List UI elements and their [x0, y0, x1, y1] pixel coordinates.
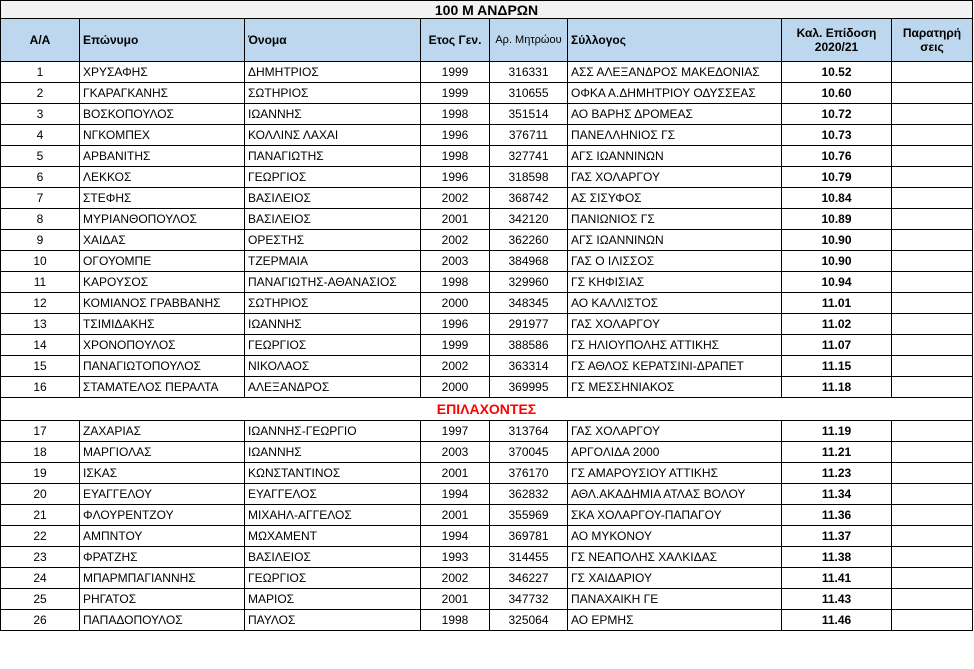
cell-registry: 314455 — [490, 547, 568, 568]
cell-notes — [892, 146, 973, 167]
cell-name: ΒΑΣΙΛΕΙΟΣ — [245, 547, 421, 568]
alternates-heading: ΕΠΙΛΑΧΟΝΤΕΣ — [1, 398, 973, 421]
cell-club: ΓΑΣ ΧΟΛΑΡΓΟΥ — [568, 167, 782, 188]
cell-surname: ΦΡΑΤΖΗΣ — [80, 547, 245, 568]
cell-year: 2001 — [421, 463, 490, 484]
cell-notes — [892, 230, 973, 251]
cell-best-performance: 11.23 — [782, 463, 892, 484]
cell-registry: 310655 — [490, 83, 568, 104]
cell-registry: 313764 — [490, 421, 568, 442]
cell-name: ΓΕΩΡΓΙΟΣ — [245, 167, 421, 188]
cell-best-performance: 11.07 — [782, 335, 892, 356]
cell-surname: ΧΡΥΣΑΦΗΣ — [80, 62, 245, 83]
cell-name: ΚΩΝΣΤΑΝΤΙΝΟΣ — [245, 463, 421, 484]
cell-year: 2000 — [421, 377, 490, 398]
cell-name: ΤΖΕΡΜΑΙΑ — [245, 251, 421, 272]
cell-best-performance: 10.89 — [782, 209, 892, 230]
cell-year: 1998 — [421, 104, 490, 125]
cell-aa: 10 — [1, 251, 80, 272]
cell-notes — [892, 568, 973, 589]
cell-registry: 369781 — [490, 526, 568, 547]
alternate-row — [1, 568, 973, 589]
header-row — [1, 19, 973, 62]
cell-surname: ΡΗΓΑΤΟΣ — [80, 589, 245, 610]
cell-year: 2003 — [421, 442, 490, 463]
qualified-row — [1, 104, 973, 125]
cell-notes — [892, 421, 973, 442]
cell-best-performance: 10.76 — [782, 146, 892, 167]
cell-year: 1996 — [421, 167, 490, 188]
cell-name: ΑΛΕΞΑΝΔΡΟΣ — [245, 377, 421, 398]
cell-club: ΓΣ ΜΕΣΣΗΝΙΑΚΟΣ — [568, 377, 782, 398]
cell-name: ΠΑΝΑΓΙΩΤΗΣ-ΑΘΑΝΑΣΙΟΣ — [245, 272, 421, 293]
cell-year: 2002 — [421, 188, 490, 209]
header-surname: Επώνυμο — [80, 19, 245, 62]
alternate-row — [1, 442, 973, 463]
cell-aa: 22 — [1, 526, 80, 547]
qualified-row — [1, 125, 973, 146]
cell-year: 1993 — [421, 547, 490, 568]
cell-year: 2001 — [421, 589, 490, 610]
cell-notes — [892, 209, 973, 230]
cell-name: ΕΥΑΓΓΕΛΟΣ — [245, 484, 421, 505]
cell-best-performance: 11.43 — [782, 589, 892, 610]
cell-aa: 13 — [1, 314, 80, 335]
cell-best-performance: 10.73 — [782, 125, 892, 146]
cell-best-performance: 11.36 — [782, 505, 892, 526]
cell-aa: 1 — [1, 62, 80, 83]
cell-best-performance: 10.84 — [782, 188, 892, 209]
cell-club: ΑΟ ΕΡΜΗΣ — [568, 610, 782, 631]
cell-year: 2001 — [421, 209, 490, 230]
cell-year: 2002 — [421, 356, 490, 377]
cell-registry: 363314 — [490, 356, 568, 377]
cell-notes — [892, 104, 973, 125]
qualified-row — [1, 167, 973, 188]
header-club: Σύλλογος — [568, 19, 782, 62]
cell-year: 1996 — [421, 125, 490, 146]
cell-club: ΑΓΣ ΙΩΑΝΝΙΝΩΝ — [568, 230, 782, 251]
alternates-heading-row — [1, 398, 973, 421]
cell-surname: ΧΑΙΔΑΣ — [80, 230, 245, 251]
cell-name: ΙΩΑΝΝΗΣ — [245, 442, 421, 463]
cell-best-performance: 10.90 — [782, 230, 892, 251]
cell-registry: 369995 — [490, 377, 568, 398]
cell-year: 2001 — [421, 505, 490, 526]
qualified-row — [1, 314, 973, 335]
cell-name: ΜΑΡΙΟΣ — [245, 589, 421, 610]
cell-club: ΠΑΝΙΩΝΙΟΣ ΓΣ — [568, 209, 782, 230]
cell-registry: 355969 — [490, 505, 568, 526]
alternate-row — [1, 421, 973, 442]
cell-notes — [892, 251, 973, 272]
cell-notes — [892, 547, 973, 568]
cell-year: 1999 — [421, 62, 490, 83]
cell-name: ΜΙΧΑΗΛ-ΑΓΓΕΛΟΣ — [245, 505, 421, 526]
cell-best-performance: 11.46 — [782, 610, 892, 631]
cell-registry: 347732 — [490, 589, 568, 610]
cell-club: ΑΡΓΟΛΙΔΑ 2000 — [568, 442, 782, 463]
cell-surname: ΜΑΡΓΙΟΛΑΣ — [80, 442, 245, 463]
cell-name: ΠΑΥΛΟΣ — [245, 610, 421, 631]
cell-best-performance: 11.38 — [782, 547, 892, 568]
cell-surname: ΣΤΕΦΗΣ — [80, 188, 245, 209]
cell-name: ΓΕΩΡΓΙΟΣ — [245, 568, 421, 589]
cell-aa: 2 — [1, 83, 80, 104]
cell-year: 1997 — [421, 421, 490, 442]
cell-surname: ΧΡΟΝΟΠΟΥΛΟΣ — [80, 335, 245, 356]
cell-registry: 351514 — [490, 104, 568, 125]
cell-notes — [892, 589, 973, 610]
alternate-row — [1, 547, 973, 568]
cell-surname: ΟΓΟΥΟΜΠΕ — [80, 251, 245, 272]
cell-aa: 20 — [1, 484, 80, 505]
cell-year: 2003 — [421, 251, 490, 272]
qualified-row — [1, 209, 973, 230]
cell-notes — [892, 188, 973, 209]
cell-registry: 342120 — [490, 209, 568, 230]
title-row — [1, 1, 973, 19]
cell-year: 1996 — [421, 314, 490, 335]
alternate-row — [1, 463, 973, 484]
cell-surname: ΓΚΑΡΑΓΚΑΝΗΣ — [80, 83, 245, 104]
event-title: 100 Μ ΑΝΔΡΩΝ — [1, 1, 973, 19]
cell-year: 1994 — [421, 484, 490, 505]
cell-notes — [892, 484, 973, 505]
cell-aa: 25 — [1, 589, 80, 610]
cell-surname: ΦΛΟΥΡΕΝΤΖΟΥ — [80, 505, 245, 526]
cell-aa: 23 — [1, 547, 80, 568]
cell-registry: 376711 — [490, 125, 568, 146]
cell-club: ΑΓΣ ΙΩΑΝΝΙΝΩΝ — [568, 146, 782, 167]
cell-best-performance: 11.37 — [782, 526, 892, 547]
header-name: Όνομα — [245, 19, 421, 62]
cell-notes — [892, 125, 973, 146]
cell-aa: 3 — [1, 104, 80, 125]
cell-year: 1999 — [421, 83, 490, 104]
cell-club: ΑΟ ΒΑΡΗΣ ΔΡΟΜΕΑΣ — [568, 104, 782, 125]
cell-name: ΒΑΣΙΛΕΙΟΣ — [245, 188, 421, 209]
cell-aa: 14 — [1, 335, 80, 356]
cell-name: ΙΩΑΝΝΗΣ — [245, 104, 421, 125]
header-notes: Παρατηρή σεις — [892, 19, 973, 62]
cell-name: ΝΙΚΟΛΑΟΣ — [245, 356, 421, 377]
cell-club: ΓΣ ΧΑΙΔΑΡΙΟΥ — [568, 568, 782, 589]
cell-best-performance: 10.60 — [782, 83, 892, 104]
cell-notes — [892, 356, 973, 377]
cell-surname: ΜΠΑΡΜΠΑΓΙΑΝΝΗΣ — [80, 568, 245, 589]
cell-year: 2002 — [421, 568, 490, 589]
cell-name: ΟΡΕΣΤΗΣ — [245, 230, 421, 251]
cell-notes — [892, 377, 973, 398]
cell-registry: 362260 — [490, 230, 568, 251]
cell-club: ΓΣ ΑΘΛΟΣ ΚΕΡΑΤΣΙΝΙ-ΔΡΑΠΕΤ — [568, 356, 782, 377]
cell-best-performance: 10.52 — [782, 62, 892, 83]
cell-best-performance: 11.19 — [782, 421, 892, 442]
cell-surname: ΒΟΣΚΟΠΟΥΛΟΣ — [80, 104, 245, 125]
cell-surname: ΜΥΡΙΑΝΘΟΠΟΥΛΟΣ — [80, 209, 245, 230]
cell-notes — [892, 610, 973, 631]
cell-aa: 18 — [1, 442, 80, 463]
cell-best-performance: 10.90 — [782, 251, 892, 272]
qualified-row — [1, 188, 973, 209]
cell-club: ΓΣ ΑΜΑΡΟΥΣΙΟΥ ΑΤΤΙΚΗΣ — [568, 463, 782, 484]
qualified-row — [1, 83, 973, 104]
cell-surname: ΚΟΜΙΑΝΟΣ ΓΡΑΒΒΑΝΗΣ — [80, 293, 245, 314]
alternate-row — [1, 589, 973, 610]
cell-aa: 24 — [1, 568, 80, 589]
cell-name: ΜΩΧΑΜΕΝΤ — [245, 526, 421, 547]
header-registry: Αρ. Μητρώου — [490, 19, 568, 62]
cell-aa: 15 — [1, 356, 80, 377]
cell-notes — [892, 442, 973, 463]
cell-year: 1998 — [421, 146, 490, 167]
cell-notes — [892, 83, 973, 104]
qualified-row — [1, 146, 973, 167]
cell-aa: 7 — [1, 188, 80, 209]
cell-name: ΣΩΤΗΡΙΟΣ — [245, 83, 421, 104]
cell-best-performance: 10.79 — [782, 167, 892, 188]
cell-registry: 388586 — [490, 335, 568, 356]
cell-surname: ΙΣΚΑΣ — [80, 463, 245, 484]
alternate-row — [1, 610, 973, 631]
cell-club: ΓΣ ΚΗΦΙΣΙΑΣ — [568, 272, 782, 293]
cell-club: ΑΣ ΣΙΣΥΦΟΣ — [568, 188, 782, 209]
cell-name: ΙΩΑΝΝΗΣ — [245, 314, 421, 335]
cell-aa: 17 — [1, 421, 80, 442]
cell-aa: 19 — [1, 463, 80, 484]
cell-surname: ΚΑΡΟΥΣΟΣ — [80, 272, 245, 293]
cell-club: ΠΑΝΑΧΑΙΚΗ ΓΕ — [568, 589, 782, 610]
alternate-row — [1, 526, 973, 547]
cell-notes — [892, 167, 973, 188]
cell-registry: 370045 — [490, 442, 568, 463]
cell-best-performance: 11.15 — [782, 356, 892, 377]
cell-registry: 346227 — [490, 568, 568, 589]
cell-surname: ΝΓΚΟΜΠΕΧ — [80, 125, 245, 146]
cell-aa: 6 — [1, 167, 80, 188]
cell-registry: 376170 — [490, 463, 568, 484]
cell-registry: 329960 — [490, 272, 568, 293]
cell-year: 1994 — [421, 526, 490, 547]
cell-surname: ΠΑΝΑΓΙΩΤΟΠΟΥΛΟΣ — [80, 356, 245, 377]
header-year: Ετος Γεν. — [421, 19, 490, 62]
cell-notes — [892, 463, 973, 484]
cell-club: ΓΑΣ Ο ΙΛΙΣΣΟΣ — [568, 251, 782, 272]
cell-best-performance: 11.21 — [782, 442, 892, 463]
cell-aa: 11 — [1, 272, 80, 293]
cell-registry: 327741 — [490, 146, 568, 167]
cell-surname: ΑΡΒΑΝΙΤΗΣ — [80, 146, 245, 167]
cell-notes — [892, 62, 973, 83]
cell-aa: 9 — [1, 230, 80, 251]
cell-club: ΣΚΑ ΧΟΛΑΡΓΟΥ-ΠΑΠΑΓΟΥ — [568, 505, 782, 526]
cell-aa: 12 — [1, 293, 80, 314]
cell-notes — [892, 314, 973, 335]
qualified-row — [1, 335, 973, 356]
cell-club: ΓΑΣ ΧΟΛΑΡΓΟΥ — [568, 314, 782, 335]
cell-year: 1998 — [421, 610, 490, 631]
cell-best-performance: 11.01 — [782, 293, 892, 314]
alternate-row — [1, 484, 973, 505]
cell-surname: ΠΑΠΑΔΟΠΟΥΛΟΣ — [80, 610, 245, 631]
cell-registry: 291977 — [490, 314, 568, 335]
cell-name: ΔΗΜΗΤΡΙΟΣ — [245, 62, 421, 83]
cell-club: ΑΣΣ ΑΛΕΞΑΝΔΡΟΣ ΜΑΚΕΔΟΝΙΑΣ — [568, 62, 782, 83]
cell-year: 1999 — [421, 335, 490, 356]
cell-year: 2002 — [421, 230, 490, 251]
cell-aa: 21 — [1, 505, 80, 526]
cell-name: ΚΟΛΛΙΝΣ ΛΑΧΑΙ — [245, 125, 421, 146]
cell-best-performance: 10.94 — [782, 272, 892, 293]
cell-aa: 16 — [1, 377, 80, 398]
cell-notes — [892, 526, 973, 547]
cell-name: ΙΩΑΝΝΗΣ-ΓΕΩΡΓΙΟ — [245, 421, 421, 442]
cell-year: 1998 — [421, 272, 490, 293]
cell-name: ΣΩΤΗΡΙΟΣ — [245, 293, 421, 314]
cell-registry: 318598 — [490, 167, 568, 188]
header-aa: Α/Α — [1, 19, 80, 62]
qualified-row — [1, 62, 973, 83]
qualified-row — [1, 377, 973, 398]
cell-name: ΠΑΝΑΓΙΩΤΗΣ — [245, 146, 421, 167]
header-best-performance: Καλ. Επίδοση 2020/21 — [782, 19, 892, 62]
cell-notes — [892, 505, 973, 526]
cell-aa: 4 — [1, 125, 80, 146]
cell-surname: ΑΜΠΝΤΟΥ — [80, 526, 245, 547]
qualified-row — [1, 230, 973, 251]
cell-best-performance: 11.02 — [782, 314, 892, 335]
cell-surname: ΛΕΚΚΟΣ — [80, 167, 245, 188]
cell-name: ΒΑΣΙΛΕΙΟΣ — [245, 209, 421, 230]
cell-best-performance: 11.18 — [782, 377, 892, 398]
qualified-row — [1, 251, 973, 272]
cell-club: ΑΟ ΚΑΛΛΙΣΤΟΣ — [568, 293, 782, 314]
cell-club: ΑΟ ΜΥΚΟΝΟΥ — [568, 526, 782, 547]
cell-best-performance: 11.34 — [782, 484, 892, 505]
cell-best-performance: 11.41 — [782, 568, 892, 589]
cell-notes — [892, 335, 973, 356]
cell-registry: 362832 — [490, 484, 568, 505]
qualified-row — [1, 272, 973, 293]
cell-notes — [892, 272, 973, 293]
cell-registry: 325064 — [490, 610, 568, 631]
cell-club: ΓΣ ΝΕΑΠΟΛΗΣ ΧΑΛΚΙΔΑΣ — [568, 547, 782, 568]
cell-club: ΑΘΛ.ΑΚΑΔΗΜΙΑ ΑΤΛΑΣ ΒΟΛΟΥ — [568, 484, 782, 505]
cell-aa: 26 — [1, 610, 80, 631]
cell-registry: 316331 — [490, 62, 568, 83]
qualified-row — [1, 356, 973, 377]
cell-club: ΓΣ ΗΛΙΟΥΠΟΛΗΣ ΑΤΤΙΚΗΣ — [568, 335, 782, 356]
cell-surname: ΤΣΙΜΙΔΑΚΗΣ — [80, 314, 245, 335]
cell-year: 2000 — [421, 293, 490, 314]
cell-notes — [892, 293, 973, 314]
alternate-row — [1, 505, 973, 526]
cell-registry: 368742 — [490, 188, 568, 209]
cell-aa: 8 — [1, 209, 80, 230]
cell-best-performance: 10.72 — [782, 104, 892, 125]
cell-registry: 384968 — [490, 251, 568, 272]
cell-surname: ΕΥΑΓΓΕΛΟΥ — [80, 484, 245, 505]
cell-surname: ΖΑΧΑΡΙΑΣ — [80, 421, 245, 442]
cell-club: ΟΦΚΑ Α.ΔΗΜΗΤΡΙΟΥ ΟΔΥΣΣΕΑΣ — [568, 83, 782, 104]
cell-registry: 348345 — [490, 293, 568, 314]
cell-club: ΠΑΝΕΛΛΗΝΙΟΣ ΓΣ — [568, 125, 782, 146]
qualified-row — [1, 293, 973, 314]
cell-name: ΓΕΩΡΓΙΟΣ — [245, 335, 421, 356]
cell-aa: 5 — [1, 146, 80, 167]
cell-surname: ΣΤΑΜΑΤΕΛΟΣ ΠΕΡΑΛΤΑ — [80, 377, 245, 398]
cell-club: ΓΑΣ ΧΟΛΑΡΓΟΥ — [568, 421, 782, 442]
